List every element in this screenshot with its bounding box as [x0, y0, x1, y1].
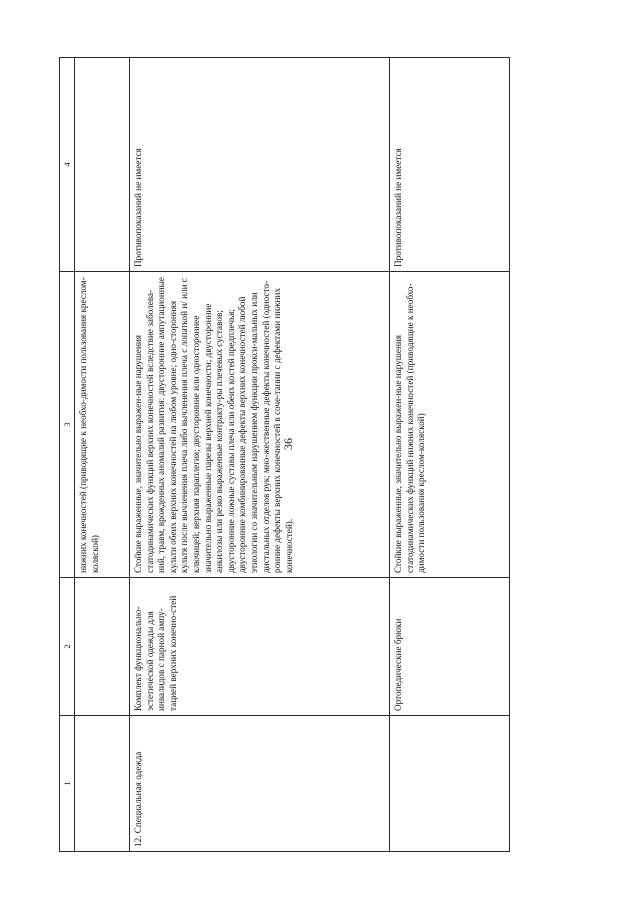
column-header-4: 4	[60, 58, 75, 272]
cell-continuation-col1	[75, 716, 130, 852]
page-number: 36	[281, 438, 295, 450]
cell-indications: Стойкие выраженные, значительно выражен-ные нарушения статодинамических функций верхних конечностей вследствие заболева-ний, травм, врожденных аномалий развития: двусторонние ампутационные культи обеих верхних конечностей на любом уровне; одно-сторонняя культя после вычленения плеча либо вычленения плеча с лопаткой и/ или с ключицей; верхняя параплегия; двусторонние или одностороннее значительно выраженные парезы верхней конечности; двусторонние анкилозы или резко выраженные контракту-ры плечевых суставов; двусторонние ложные суставы плеча или обеих костей предплечья; двусторонние комбинированные дефекты верхних конечностей любой этиологии со значительным нарушением функции прокси-мальных или дистальных отделов рук; мно-жественные дефекты конечностей (односто-ронние дефекты верхних конечностей в соче-тании с дефектами нижних конечностей).	[130, 272, 390, 578]
cell-continuation-col2	[75, 578, 130, 716]
table-row-orthopedic-trousers	[390, 58, 510, 852]
cell-contraindications: Противопоказаний не имеется	[390, 58, 510, 272]
document-table-frame	[59, 62, 503, 852]
table-row-special-clothing	[130, 58, 390, 852]
cell-product-name: Комплект функционально-эстетической одежды для инвалидов с парной ампу-тацией верхних конечно-стей	[130, 578, 390, 716]
cell-category	[390, 716, 510, 852]
cell-contraindications: Противопоказаний не имеется	[130, 58, 390, 272]
column-header-2: 2	[60, 578, 75, 716]
cell-indications: Стойкие выраженные, значительно выражен-ные нарушения статодинамических функций нижних конечностей (приводящие к необхо-димости пользования креслом-коляской)	[390, 272, 510, 578]
cell-continuation-indications: нижних конечностей (приводящие к необхо-димости пользования креслом-коляской)	[75, 272, 130, 578]
medical-indications-table	[59, 57, 510, 852]
column-header-3: 3	[60, 272, 75, 578]
cell-continuation-col4	[75, 58, 130, 272]
cell-category: 12. Специальная одежда	[130, 716, 390, 852]
column-header-1: 1	[60, 716, 75, 852]
table-row-continuation	[75, 58, 130, 852]
table-header-row	[60, 58, 75, 852]
cell-product-name: Ортопедические брюки	[390, 578, 510, 716]
